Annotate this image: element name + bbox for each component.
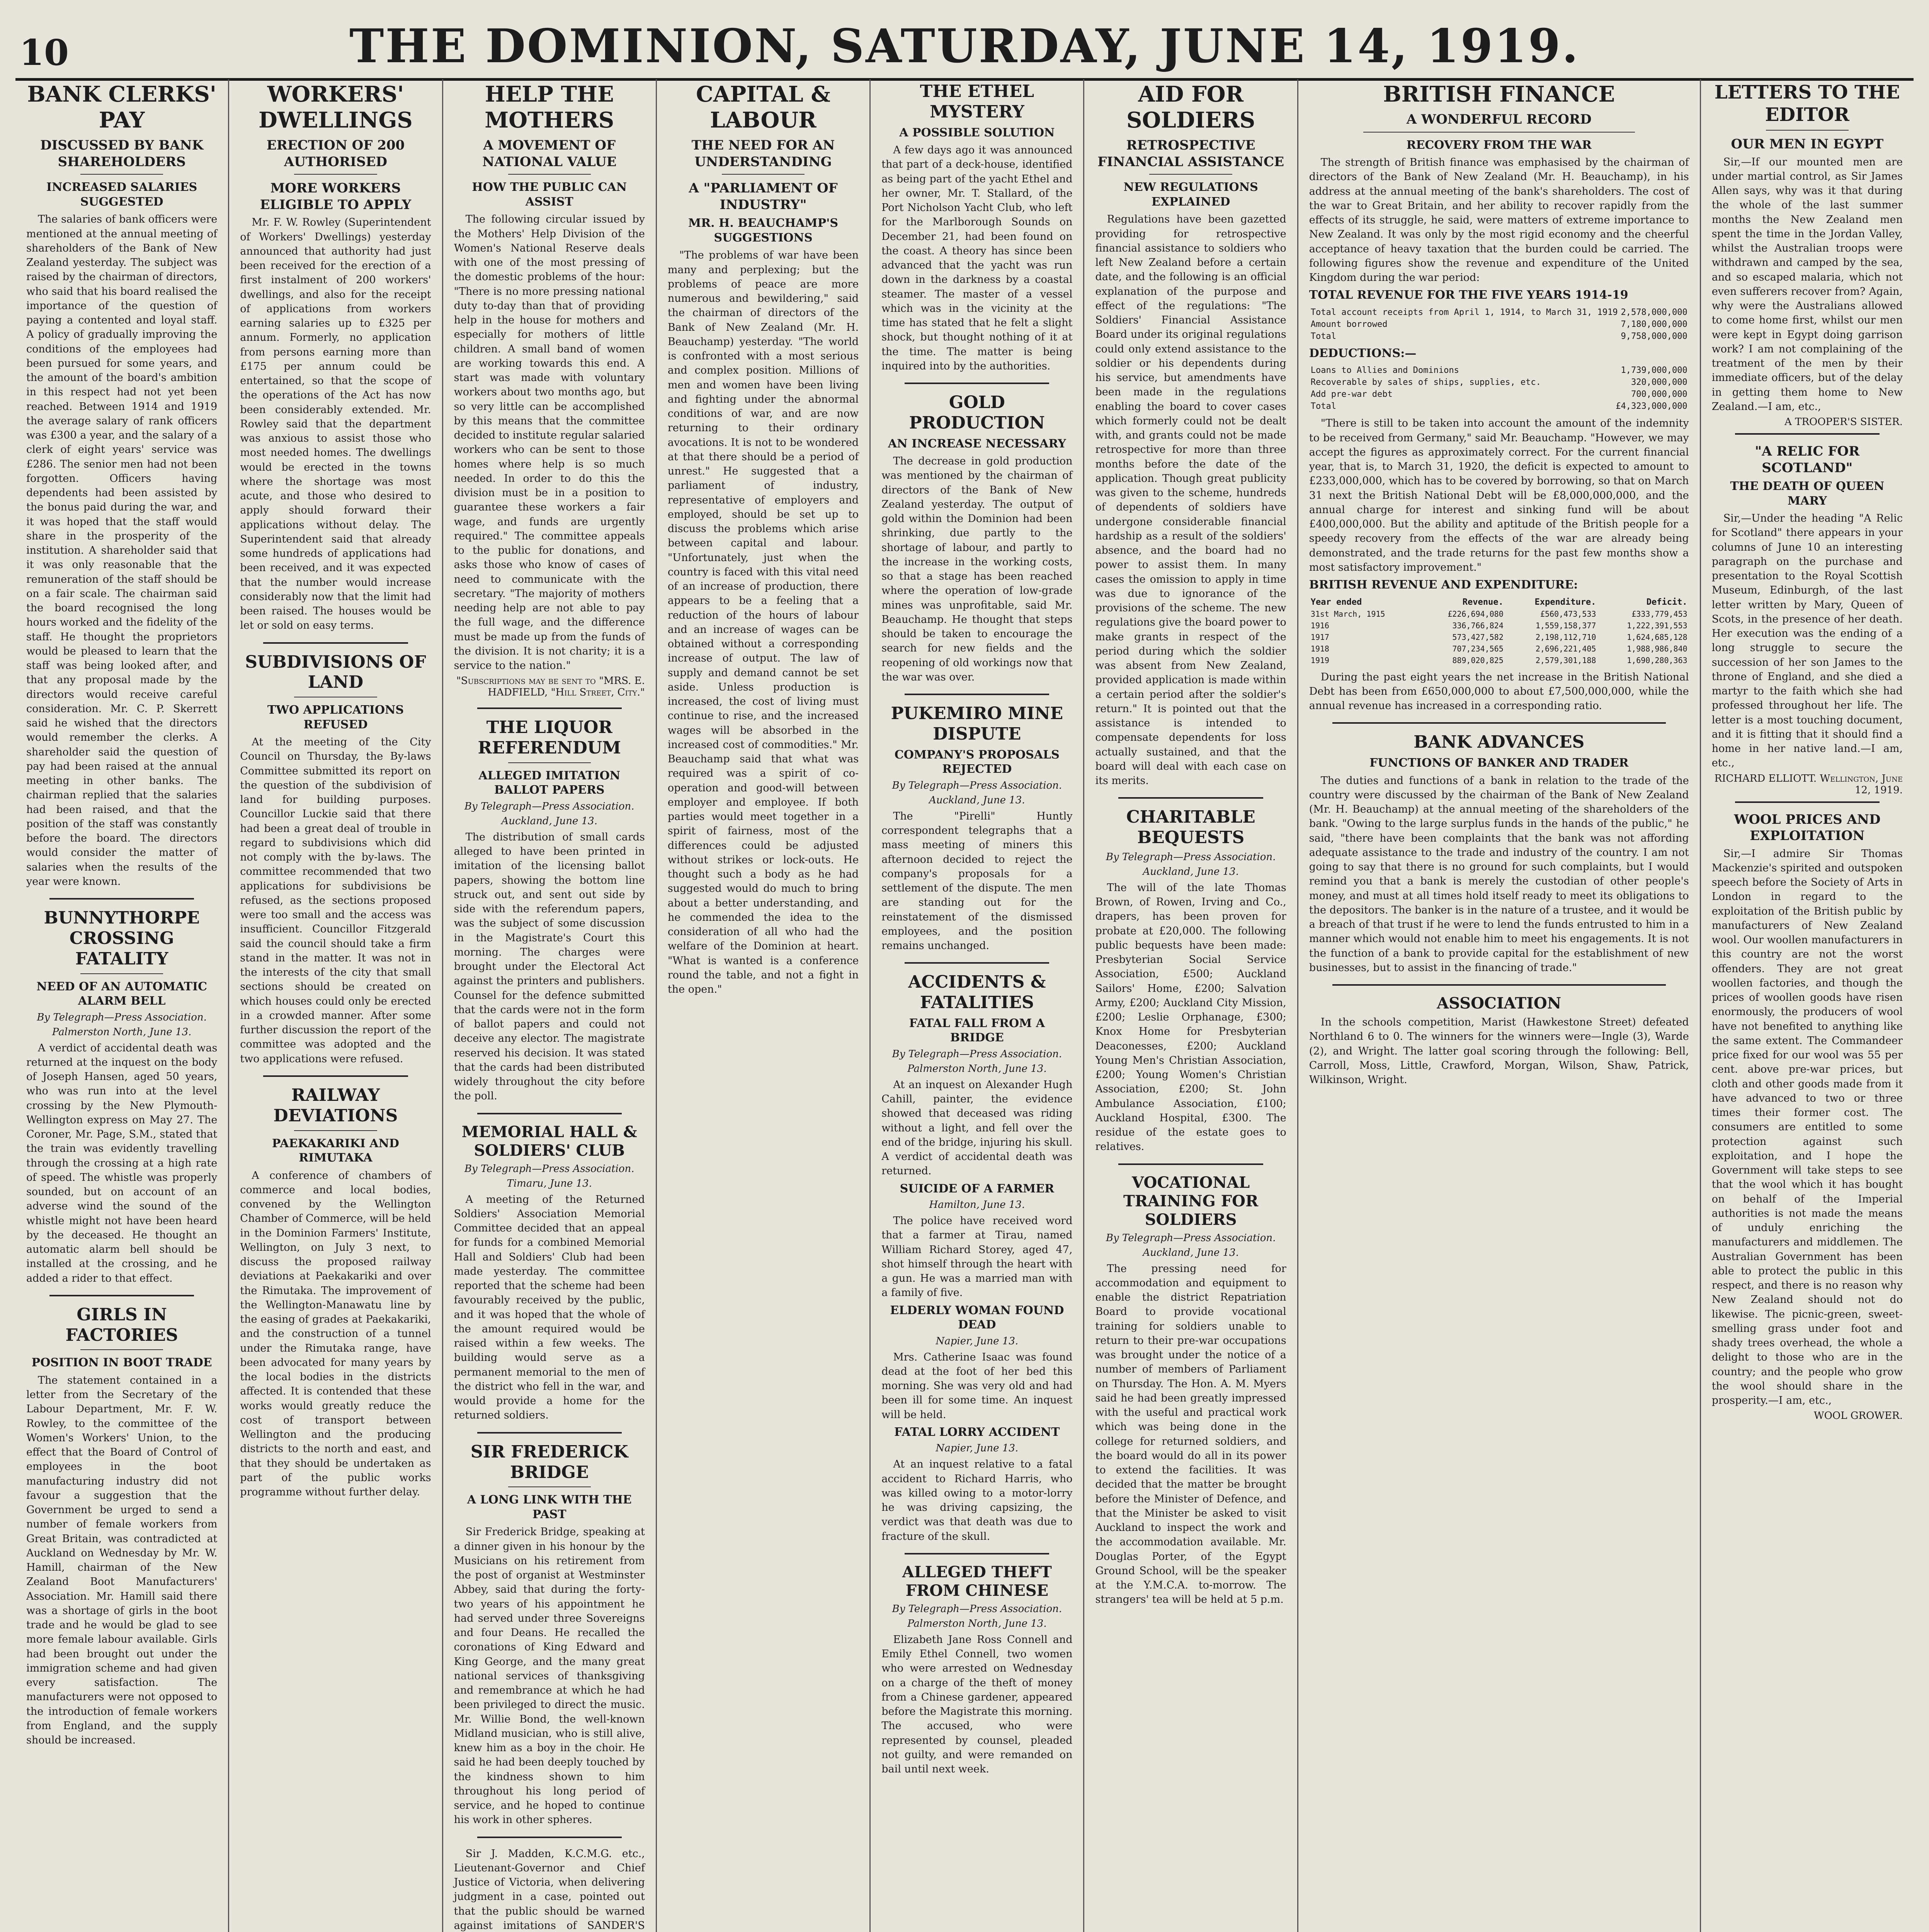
item-dateline: Hamilton, June 13.: [929, 1199, 1025, 1211]
divider: [905, 383, 1049, 384]
article-body: [26, 1373, 217, 1748]
article-headline: ALLEGED THEFT FROM CHINESE: [902, 1563, 1052, 1600]
article-deck: FUNCTIONS OF BANKER AND TRADER: [1369, 756, 1629, 770]
advertisement: [454, 1847, 645, 1932]
article-headline: GOLD PRODUCTION: [909, 393, 1045, 433]
article-bank-advances: [1309, 732, 1689, 975]
article-liquor-referendum: [454, 718, 645, 1103]
paragraph: Regulations have been gazetted providing for retrospective financial assistance to soldiers who left New Zealand before a certain date, and the following is an official explanation of the purpose and effect of the regulations: "The Soldiers' Financial Assistance Board under its original regulations could only extend assistance to the soldier or his dependents during his service, but amendments have been made in the regulations enabling the board to cover cases which formerly could not be dealt with, and grants could not be made retrospective for more than three months before the date of the application. Though great publicity was given to the scheme, hundreds of dependents of soldiers have undergone considerable financial hardship as a result of the soldiers' absence, and the board had no power to assist them. In many cases the omission to apply in time was due to ignorance of the provisions of the scheme. The new regulations give the board power to make grants in respect of the period during which the soldier was absent from New Zealand, provided application is made within a certain period after the soldier's return." It is pointed out that the assistance is intended to compensate dependents for loss actually sustained, and that the board will deal with each case on its merits.: [1095, 213, 1286, 787]
item-title: ELDERLY WOMAN FOUND DEAD: [890, 1303, 1064, 1332]
letter-title: OUR MEN IN EGYPT: [1731, 136, 1884, 152]
paragraph: A few days ago it was announced that part of a deck-house, identified as being part of the yacht Ethel and her owner, Mr. T. Stallard, of the Port Nicholson Yacht Club, who left for the Marlborough Sounds on December 21, had been found on the coast. A theory has since been advanced that the yacht was run down in the darkness by a coastal steamer. The master of a vessel which was in the vicinity at the time has stated that he felt a slight shock, but thought nothing of it at the time. The matter is being inquired into by the authorities.: [881, 144, 1073, 372]
article-headline: PUKEMIRO MINE DISPUTE: [891, 704, 1063, 744]
letter-body: [1712, 155, 1903, 414]
item-title: SUICIDE OF A FARMER: [900, 1182, 1055, 1196]
article-help-mothers: [454, 82, 645, 698]
article-signoff: "Subscriptions may be sent to "MRS. E. HADFIELD, "Hill Street, City.": [456, 675, 645, 699]
table-cell-label: Total: [1310, 331, 1337, 341]
article-association: [1309, 994, 1689, 1087]
article-headline: THE ETHEL MYSTERY: [920, 82, 1034, 122]
item-title: FATAL LORRY ACCIDENT: [894, 1425, 1060, 1439]
article-deck: NEW REGULATIONS EXPLAINED: [1123, 180, 1258, 209]
paragraph: Sir,—Under the heading "A Relic for Scotland" there appears in your columns of June 10 an interesting paragraph on the purchase and presentation to the Royal Scottish Museum, Edinburgh, of the last letter written by Mary, Queen of Scots, in the presence of her death. Her execution was the ending of a long struggle to secure the succession of her son James to the throne of England, and she died a martyr to the faith which she had professed throughout her life. The letter is a most touching document, and it is fitting that it should find a home in her native land.—I am, etc.,: [1711, 512, 1903, 769]
table-title: DEDUCTIONS:—: [1309, 346, 1417, 360]
article-byline: By Telegraph—Press Association.: [464, 800, 634, 812]
table-row: [1309, 364, 1689, 376]
article-deck: ALLEGED IMITATION BALLOT PAPERS: [478, 769, 621, 797]
divider: [263, 642, 408, 644]
item-dateline: Palmerston North, June 13.: [907, 1063, 1047, 1075]
divider: [1149, 174, 1232, 175]
article-body: [1095, 1262, 1286, 1607]
article-headline: CAPITAL & LABOUR: [696, 82, 830, 133]
article-frederick-bridge: [454, 1442, 645, 1827]
article-dateline: Palmerston North, June 13.: [52, 1026, 192, 1038]
table-cell: 336,766,824: [1452, 621, 1504, 630]
table-row: [1309, 620, 1689, 631]
advertisement-body: [454, 1847, 645, 1932]
divider: [1766, 130, 1849, 131]
table-cell: 1,988,986,840: [1627, 644, 1687, 653]
table-title: TOTAL REVENUE FOR THE FIVE YEARS 1914-19: [1309, 288, 1628, 302]
table-cell: £560,473,533: [1540, 609, 1596, 619]
table-header: Deficit.: [1646, 597, 1687, 607]
table-row: [1309, 655, 1689, 666]
paragraph: The salaries of bank officers were mentioned at the annual meeting of shareholders of the Bank of New Zealand yesterday. The subject was raised by the chairman of directors, who said that his board realised the importance of the question of paying a contented and loyal staff. A policy of gradually improving the conditions of the employees had been pursued for some years, and the amount of the board's ambition in this respect had not yet been reached. Between 1914 and 1919 the average salary of rank officers was £300 a year, and the salary of a clerk of eight years' service was £286. The senior men had not been forgotten. Officers having dependents had been assisted by the bonus paid during the war, and it was hoped that the staff would share in the prosperity of the institution. A shareholder said that it was only reasonable that the remuneration of the staff should be on a fair scale. The chairman said the board recognised the long hours worked and the fidelity of the staff. He thought the proprietors would be pleased to learn that the staff was being looked after, and that any proposal made by the directors would receive careful consideration. Mr. C. P. Skerrett said he wished that the directors would remember the clerks. A shareholder said the question of pay had been raised at the annual meeting in other banks. The chairman replied that the salaries had been raised, and that the position of the staff was constantly before the board. The directors would consider the matter of salaries when the results of the year were known.: [26, 213, 218, 888]
table-cell: 2,696,221,405: [1535, 644, 1596, 653]
article-dateline: Timaru, June 13.: [507, 1177, 592, 1189]
table-header-row: [1309, 596, 1689, 608]
article-body: [240, 215, 431, 633]
article-body: [240, 735, 431, 1066]
paragraph: The statement contained in a letter from the Secretary of the Labour Department, Mr. F. W. Rowley, to the committee of the Women's Workers' Union, to the effect that the Board of Control of employees in the boot manufacturing industry did not favour a suggestion that the Government be urged to send a number of female workers from Great Britain, was contradicted at Auckland on Wednesday by Mr. W. Hamill, chairman of the New Zealand Boot Manufacturers' Association. Mr. Hamill said there was a shortage of girls in the boot trade and he would be glad to see more female labour available. Girls had been brought out under the immigration scheme and had given every satisfaction. The manufacturers were not opposed to the introduction of female workers from England, and the supply should be increased.: [26, 1374, 218, 1747]
divider: [263, 1075, 408, 1077]
article-headline: ASSOCIATION: [1437, 994, 1562, 1013]
divider: [477, 1837, 622, 1838]
revenue-expenditure-table: [1309, 596, 1689, 666]
paragraph: Sir,—If our mounted men are under martial control, as Sir James Allen says, why was it that during the whole of the last summer months the New Zealand men spent the time in the Jordan Valley, whilst the Australian troops were withdrawn and camped by the sea, and so escaped malaria, which not even sufferers recover from? Again, why were the Australians allowed to come home first, whilst our men were kept in Egypt doing garrison work? I am not complaining of the treatment of the men by their immediate officers, but of the delay in getting them home to New Zealand.—I am, etc.,: [1711, 156, 1903, 413]
table-cell-label: Amount borrowed: [1310, 319, 1388, 329]
article-body: [881, 809, 1072, 953]
column-5: [871, 79, 1084, 1932]
article-ethel-mystery: [881, 82, 1072, 373]
divider: [1363, 132, 1635, 133]
letter-signoff: WOOL GROWER.: [1813, 1410, 1903, 1422]
paragraph: In the schools competition, Marist (Hawkestone Street) defeated Northland 6 to 0. The winners for the winners were—Ingle (3), Warde (2), and Wright. The latter goal scoring through the following: Bell, Carroll, Moss, Little, Crawford, Morgan, Wilson, Shaw, Patrick, Wilkinson, Wright.: [1309, 1016, 1689, 1086]
column-4: [657, 79, 871, 1932]
table-header: Year ended: [1310, 597, 1362, 607]
table-row: [1309, 631, 1689, 643]
table-header: Revenue.: [1462, 597, 1504, 607]
article-headline: BANK ADVANCES: [1414, 732, 1585, 752]
table-row: [1309, 400, 1689, 412]
article-headline: MEMORIAL HALL & SOLDIERS' CLUB: [461, 1122, 637, 1160]
article-headline: VOCATIONAL TRAINING FOR SOLDIERS: [1123, 1173, 1259, 1229]
accident-item: [881, 1182, 1072, 1300]
divider: [80, 1349, 163, 1350]
paragraph: At the meeting of the City Council on Thursday, the By-laws Committee submitted its report on the question of the subdivision of land for building purposes. Councillor Luckie said that there had been a great deal of trouble in regard to subdivisions which did not comply with the by-laws. The committee recommended that two applications for subdivisions be refused, as the sections proposed were too small and the access was insufficient. Councillor Fitzgerald said the council should take a firm stand in the matter. It was not in the interests of the city that small sections should be created on which houses could only be erected in a crowded manner. After some further discussion the report of the committee was adopted and the two applications were refused.: [240, 736, 431, 1065]
paragraph: Sir,—I admire Sir Thomas Mackenzie's spirited and outspoken speech before the Society of Arts in London in regard to the exploitation of the British public by manufacturers of New Zealand wool. Our woollen manufacturers in this country are not the worst offenders. They are not great woollen factories, and though the prices of woollen goods have risen enormously, the producers of wool have not benefited to anything like the same extent. The Commandeer price fixed for our wool was 55 per cent. above pre-war prices, but cloth and other goods made from it have advanced to two or three times their former cost. The consumers are entitled to some protection against such exploitation, and I hope the Government will take steps to see that the wool which it has bought on behalf of the Imperial authorities is not made the means of unduly enriching the manufacturers and middlemen. The Australian Government has been able to protect the public in this respect, and there is no reason why New Zealand should not do likewise. The picnic-green, sweet-smelling grass under foot and shady trees overhead, the whole a delight to those who are in the country; and the people who grow the wool should share in the prosperity.—I am, etc.,: [1711, 847, 1903, 1407]
divider: [1332, 984, 1666, 986]
table-cell: 1,690,280,363: [1627, 655, 1687, 665]
article-headline: GIRLS IN FACTORIES: [65, 1304, 178, 1345]
article-headline: SUBDIVISIONS OF LAND: [245, 652, 426, 692]
paragraph: At an inquest relative to a fatal accident to Richard Harris, who was killed owing to a motor-lorry he was driving capsizing, the verdict was that death was due to fracture of the skull.: [881, 1458, 1073, 1543]
article-headline: BANK CLERKS' PAY: [27, 82, 216, 133]
article-dateline: Palmerston North, June 13.: [907, 1617, 1047, 1629]
accident-item: [881, 1425, 1072, 1544]
divider: [508, 762, 591, 763]
divider: [80, 973, 163, 974]
paragraph: The strength of British finance was emphasised by the chairman of directors of the Bank of New Zealand (Mr. H. Beauchamp), in his address at the annual meeting of the bank's shareholders. The cost of the war to Great Britain, and her ability to recover rapidly from the effects of its struggle, he said, were matters of extreme importance to New Zealand. It was only by the most rigid economy and the cheerful acceptance of heavy taxation that the burden could be carried. The following figures show the revenue and expenditure of the United Kingdom during the war period:: [1309, 156, 1689, 284]
divider: [477, 1432, 622, 1434]
article-aid-soldiers: [1095, 82, 1286, 788]
divider: [1118, 797, 1263, 799]
article-capital-labour: [668, 82, 859, 997]
paragraph: Elizabeth Jane Ross Connell and Emily Ethel Connell, two women who were arrested on Wednesday on a charge of the theft of money from a Chinese gardener, appeared before the Magistrate this morning. The accused, who were represented by counsel, pleaded not guilty, and were remanded on bail until next week.: [881, 1633, 1073, 1776]
page-number: 10: [19, 32, 69, 73]
divider: [477, 707, 622, 709]
article-byline: By Telegraph—Press Association.: [464, 1163, 634, 1175]
article-body: [1309, 1015, 1689, 1087]
table-cell: 1918: [1310, 644, 1329, 653]
letter: [1712, 136, 1903, 428]
article-subhead: DISCUSSED BY BANK SHAREHOLDERS: [40, 138, 204, 170]
table-row: [1309, 330, 1689, 342]
letter-title: WOOL PRICES AND EXPLOITATION: [1734, 811, 1881, 844]
article-bank-clerks: [26, 82, 217, 889]
article-headline: AID FOR SOLDIERS: [1126, 82, 1255, 133]
table-cell: 1,559,158,377: [1535, 621, 1596, 630]
article-subhead: THE NEED FOR AN UNDERSTANDING: [691, 138, 835, 170]
article-workers-dwellings: [240, 82, 431, 633]
letters-section: [1712, 82, 1903, 1422]
article-byline: By Telegraph—Press Association.: [1106, 851, 1276, 863]
article-accidents: [881, 972, 1072, 1544]
deductions-table: [1309, 364, 1689, 412]
table-cell: 573,427,582: [1452, 632, 1504, 642]
column-7: [1298, 79, 1701, 1932]
article-body: [1095, 881, 1286, 1154]
paragraph: A verdict of accidental death was returned at the inquest on the body of Joseph Hansen, aged 50 years, who was run into at the level crossing by the New Plymouth-Wellington express on May 27. The Coroner, Mr. Page, S.M., stated that the train was evidently travelling through the crossing at a high rate of speed. The whistle was properly sounded, but on account of an adverse wind the sound of the whistle might not have been heard by the deceased. He thought an automatic alarm bell should be installed at the crossing, and he added a rider to that effect.: [26, 1042, 218, 1284]
paragraph: The will of the late Thomas Brown, of Rowen, Irving and Co., drapers, has been proven for probate at £20,000. The following public bequests have been made: Presbyterian Social Service Association, £500; Auckland Sailors' Home, £200; Salvation Army, £200; Auckland City Mission, £200; Leslie Orphanage, £300; Knox Home for Presbyterian Deaconesses, £200; Auckland Young Men's Christian Association, £200; Young Women's Christian Association, £200; St. John Ambulance Association, £100; Auckland Hospital, £300. The residue of the estate goes to relatives.: [1095, 881, 1286, 1153]
article-body: [454, 830, 645, 1104]
article-headline: BUNNYTHORPE CROSSING FATALITY: [44, 908, 200, 969]
divider: [905, 962, 1049, 964]
article-deck: PAEKAKARIKI AND RIMUTAKA: [272, 1136, 399, 1165]
table-header: Expenditure.: [1534, 597, 1596, 607]
article-deck: A "PARLIAMENT OF INDUSTRY": [689, 180, 838, 213]
article-subhead: RETROSPECTIVE FINANCIAL ASSISTANCE: [1097, 138, 1284, 170]
article-subhead: ERECTION OF 200 AUTHORISED: [266, 138, 405, 170]
table-cell: 1919: [1310, 655, 1329, 665]
article-subhead: A MOVEMENT OF NATIONAL VALUE: [482, 138, 617, 170]
table-cell: 889,020,825: [1452, 655, 1504, 665]
article-headline: ACCIDENTS & FATALITIES: [908, 972, 1046, 1013]
divider: [49, 898, 194, 900]
paragraph: The duties and functions of a bank in relation to the trade of the country were discussed by the chairman of the Bank of New Zealand (Mr. H. Beauchamp) at the annual meeting of the shareholders of the bank. "Owing to the large surplus funds in the hands of the public," he said, "there have been complaints that the bank was not affording adequate assistance to the trade and industry of the country. I am not going to say that there is no ground for such complaints, but I would remind you that a bank is merely the custodian of other people's money, and must at all times hold itself ready to meet its obligations to the depositors. The banker is in the nature of a trustee, and it would be a breach of that trust if he were to lend the funds entrusted to him in a manner which would not enable him to meet his engagements. It is not the function of a bank to provide capital for the establishment of new businesses, but to assist in the financing of trade.": [1309, 774, 1689, 974]
letter-body: [1712, 511, 1903, 770]
column-6: [1084, 79, 1298, 1932]
paragraph: The decrease in gold production was mentioned by the chairman of directors of the Bank of New Zealand yesterday. The output of gold within the Dominion had been shrinking, due partly to the shortage of labour, and partly to the increase in the working costs, so that a stage has been reached where the operation of low-grade mines was unprofitable, said Mr. Beauchamp. He thought that steps should be taken to encourage the search for new fields and the reopening of old workings now that the war was over.: [881, 455, 1073, 683]
article-dateline: Auckland, June 13.: [929, 794, 1025, 806]
table-row: [1309, 643, 1689, 655]
paragraph: During the past eight years the net increase in the British National Debt has been from £650,000,000 to about £7,500,000,000, while the annual revenue has increased in a corresponding ratio.: [1309, 671, 1689, 712]
paragraph: Mrs. Catherine Isaac was found dead at the foot of her bed this morning. She was very old and had been ill for some time. An inquest will be held.: [881, 1351, 1073, 1421]
table-cell-value: 7,180,000,000: [1621, 319, 1687, 329]
article-deck: COMPANY'S PROPOSALS REJECTED: [894, 748, 1060, 776]
accident-item: [881, 1016, 1072, 1179]
item-body: [881, 1078, 1072, 1179]
table-cell: 1,624,685,128: [1627, 632, 1687, 642]
divider: [1735, 433, 1880, 435]
newspaper-title: THE DOMINION, SATURDAY, JUNE 14, 1919.: [349, 19, 1580, 73]
article-body: [26, 1041, 217, 1286]
paragraph: "There is still to be taken into account the amount of the indemnity to be received from Germany," said Mr. Beauchamp. "However, we may accept the figures as approximately correct. For the current financial year, that is, to March 31, 1920, the deficit is expected to amount to £233,000,000, which has to be covered by borrowing, so that on March 31 next the British National Debt will be £8,000,000,000, and the annual charge for interest and sinking fund will be about £400,000,000. But the ability and aptitude of the British people for a speedy recovery from the effects of the war are already being demonstrated, and the trade returns for the past few months show a most satisfactory improvement.": [1309, 417, 1689, 573]
table-cell-value: 1,739,000,000: [1621, 366, 1687, 376]
article-deck: TWO APPLICATIONS REFUSED: [267, 703, 404, 731]
table-cell-label: Recoverable by sales of ships, supplies, etc.: [1310, 378, 1541, 388]
section-headline: LETTERS TO THE EDITOR: [1714, 82, 1900, 126]
column-8: [1701, 79, 1914, 1932]
divider: [80, 174, 163, 175]
paragraph: A meeting of the Returned Soldiers' Association Memorial Committee decided that an appeal for funds for a combined Memorial Hall and Soldiers' Club had been made yesterday. The committee reported that the scheme had been favourably received by the public, and it was hoped that the whole of the amount required would be raised within a few weeks. The building would serve as a permanent memorial to the men of the district who fell in the war, and would provide a home for the returned soldiers.: [454, 1193, 645, 1422]
table-row: [1309, 388, 1689, 400]
article-headline: THE LIQUOR REFERENDUM: [478, 718, 621, 758]
article-headline: BRITISH FINANCE: [1383, 82, 1615, 107]
paragraph: The pressing need for accommodation and equipment to enable the district Repatriation Board to provide vocational training for soldiers unable to return to their pre-war occupations was brought under the notice of a number of members of Parliament on Thursday. The Hon. A. M. Myers said he had been greatly impressed with the useful and practical work which was being done in the college for returned soldiers, and the board would do all in its power to extend the facilities. It was decided that the matter be brought before the Minister of Defence, and that the Minister be asked to visit Auckland to inspect the work and the accommodation available. Mr. Douglas Porter, of the Egypt Ground School, will be the speaker at the Y.M.C.A. to-morrow. The strangers' tea will be held at 5 p.m.: [1095, 1262, 1286, 1606]
table-cell-value: 320,000,000: [1631, 378, 1687, 388]
column-1: [15, 79, 229, 1932]
article-dateline: Auckland, June 13.: [1143, 866, 1239, 878]
item-dateline: Napier, June 13.: [936, 1335, 1019, 1347]
article-byline: By Telegraph—Press Association.: [37, 1011, 207, 1023]
article-deck: INCREASED SALARIES SUGGESTED: [46, 180, 197, 209]
article-gold-production: [881, 393, 1072, 684]
item-body: [881, 1350, 1072, 1422]
article-deck: HOW THE PUBLIC CAN ASSIST: [472, 180, 627, 209]
paragraph: Sir Frederick Bridge, speaking at a dinner given in his honour by the Musicians on his retirement from the post of organist at Westminster Abbey, said that during the forty-two years of his appointment he had served under three Sovereigns and four Deans. He recalled the coronations of King Edward and King George, and the many great national services of thanksgiving and remembrance at which he had been privileged to direct the music. Mr. Willie Bond, the well-known Midland musician, who is still alive, knew him as a boy in the choir. He said he had been deeply touched by the kindness shown to him throughout his long period of service, and he hoped to continue his work in other spheres.: [454, 1526, 645, 1826]
divider: [508, 1486, 591, 1487]
divider: [722, 174, 805, 175]
article-byline: By Telegraph—Press Association.: [1106, 1232, 1276, 1244]
table-row: [1309, 376, 1689, 388]
table-row: [1309, 608, 1689, 620]
table-cell-value: 2,578,000,000: [1621, 307, 1687, 317]
item-body: [881, 1457, 1072, 1544]
article-body: [240, 1168, 431, 1500]
item-body: [881, 1214, 1072, 1300]
article-dateline: Auckland, June 13.: [501, 815, 597, 827]
table-row: [1309, 306, 1689, 318]
article-body-3: [1309, 670, 1689, 713]
paragraph: The "Pirelli" Huntly correspondent telegraphs that a mass meeting of miners this afternoon decided to reject the company's proposals for a settlement of the dispute. The men are standing out for the reinstatement of the dismissed employees, and the position remains unchanged.: [881, 810, 1073, 952]
article-body-2: [1309, 416, 1689, 575]
article-body: [1309, 774, 1689, 975]
article-subhead: A WONDERFUL RECORD: [1406, 112, 1592, 128]
article-body: [1095, 212, 1286, 788]
table-cell: 707,234,565: [1452, 644, 1504, 653]
article-body: [668, 248, 859, 997]
masthead: [15, 15, 1914, 81]
table-cell: 1,222,391,553: [1627, 621, 1687, 630]
article-deck: MORE WORKERS ELIGIBLE TO APPLY: [260, 180, 412, 213]
article-deck: RECOVERY FROM THE WAR: [1406, 138, 1592, 152]
divider: [1118, 1163, 1263, 1165]
paragraph: The following circular issued by the Mothers' Help Division of the Women's National Reserve deals with one of the most pressing of the domestic problems of the hour: "There is no more pressing national duty to-day than that of providing help in the house for mothers and especially for mothers of little children. A small band of women are working towards this end. A start was made with voluntary workers about two months ago, but so very little can be accomplished by this means that the committee decided to institute regular salaried workers who can be sent to those homes where help is so much needed. In order to do this the division must be in a position to guarantee these workers a fair wage, and funds are urgently required." The committee appeals to the public for donations, and asks those who know of cases of need to communicate with the secretary. "The majority of mothers needing help are not able to pay the full wage, and the difference must be made up from the funds of the division. It is not charity; it is a service to the nation.": [454, 213, 645, 672]
table-cell-label: Add pre-war debt: [1310, 389, 1393, 400]
article-body: [881, 454, 1072, 684]
divider: [477, 1113, 622, 1114]
article-body: [881, 143, 1072, 373]
divider: [49, 1295, 194, 1296]
columns: [15, 79, 1914, 1932]
revenue-table: [1309, 306, 1689, 342]
table-cell-label: Total: [1310, 401, 1337, 412]
letter-body: [1712, 847, 1903, 1408]
table-title: BRITISH REVENUE AND EXPENDITURE:: [1309, 578, 1578, 592]
article-body: [454, 1192, 645, 1423]
article-headline: HELP THE MOTHERS: [485, 82, 614, 133]
table-cell: £226,694,080: [1448, 609, 1504, 619]
article-deck: NEED OF AN AUTOMATIC ALARM BELL: [36, 980, 207, 1008]
table-cell: 2,579,301,188: [1535, 655, 1596, 665]
paragraph: Mr. F. W. Rowley (Superintendent of Workers' Dwellings) yesterday announced that authority had just been received for the erection of a first instalment of 200 workers' dwellings, and also for the receipt of applications from workers earning salaries up to £325 per annum. Formerly, no application from persons earning more than £175 per annum could be entertained, so that the scope of the operations of the Act has now been considerably extended. Mr. Rowley said that the department was anxious to assist those who most needed homes. The dwellings would be erected in the towns where the shortage was most acute, and those who desired to apply should forward their applications without delay. The Superintendent said that already some hundreds of applications had been received, and it was expected that the number would increase considerably now that the limit had been raised. The houses would be let or sold on easy terms.: [240, 216, 431, 632]
article-byline: By Telegraph—Press Association.: [892, 779, 1062, 791]
table-cell: 2,198,112,710: [1535, 632, 1596, 642]
article-body: [26, 212, 217, 889]
article-theft-chinese: [881, 1563, 1072, 1777]
article-girls-factories: [26, 1305, 217, 1748]
table-cell-value: 700,000,000: [1631, 389, 1687, 400]
article-deck: AN INCREASE NECESSARY: [888, 437, 1066, 451]
divider: [905, 1553, 1049, 1554]
article-body: [1309, 155, 1689, 285]
table-cell-value: £4,323,000,000: [1616, 401, 1687, 412]
letter-signoff: RICHARD ELLIOTT. Wellington, June 12, 1919.: [1714, 772, 1903, 796]
paragraph: "The problems of war have been many and perplexing; but the problems of peace are more numerous and bewildering," said the chairman of directors of the Bank of New Zealand (Mr. H. Beauchamp) yesterday. "The world is confronted with a most serious and complex position. Millions of men and women have been living and fighting under the abnormal conditions of war, and are now returning to their ordinary avocations. It is not to be wondered at that there should be a period of unrest." He suggested that a parliament of industry, representative of employers and employed, should be set up to discuss the problems which arise between capital and labour. "Unfortunately, just when the country is faced with this vital need of an increase of production, there appears to be a feeling that a reduction of the hours of labour and an increase of wages can be obtained without a corresponding increase of output. The law of supply and demand cannot be set aside. Unless production is increased, the cost of living must continue to rise, and the increased wages will be absorbed in the increased cost of commodities." Mr. Beauchamp said that what was required was a spirit of co-operation and good-will between employer and employee. If both parties would meet together in a spirit of fairness, most of the differences could be adjusted without strikes or lock-outs. He thought such a body as he had suggested would do much to bring about a better understanding, and he commended the idea to the consideration of all who had the welfare of the Dominion at heart. "What is wanted is a conference round the table, and not a fight in the open.": [667, 249, 859, 996]
article-byline: By Telegraph—Press Association.: [892, 1603, 1062, 1615]
paragraph: The police have received word that a farmer at Tirau, named William Richard Storey, aged 47, shot himself through the heart with a gun. He was a married man with a family of five.: [881, 1215, 1073, 1299]
paragraph: A conference of chambers of commerce and local bodies, convened by the Wellington Chamber of Commerce, will be held in the Dominion Farmers' Institute, Wellington, on July 3 next, to discuss the proposed railway deviations at Paekakariki and over the Rimutaka. The improvement of the Wellington-Manawatu line by the easing of grades at Paekakariki, and the construction of a tunnel under the Rimutaka range, have been advocated for many years by the local bodies in the districts affected. It is contended that these works would greatly reduce the cost of transport between Wellington and the producing districts to the north and east, and that they should be undertaken as part of the public works programme without further delay.: [240, 1169, 431, 1498]
article-deck: A LONG LINK WITH THE PAST: [467, 1493, 632, 1521]
table-cell: 1916: [1310, 621, 1329, 630]
divider: [1332, 722, 1666, 724]
article-deck-2: MR. H. BEAUCHAMP'S SUGGESTIONS: [688, 216, 839, 245]
article-headline: RAILWAY DEVIATIONS: [273, 1085, 398, 1126]
article-pukemiro: [881, 704, 1072, 953]
article-railway-deviations: [240, 1085, 431, 1499]
column-3: [443, 79, 657, 1932]
table-row: [1309, 318, 1689, 330]
table-cell-label: Loans to Allies and Dominions: [1310, 366, 1459, 376]
divider: [294, 174, 377, 175]
letter: [1712, 811, 1903, 1422]
item-title: FATAL FALL FROM A BRIDGE: [909, 1016, 1045, 1045]
article-dateline: Auckland, June 13.: [1143, 1247, 1239, 1259]
table-cell: £333,779,453: [1631, 609, 1687, 619]
letter-title: "A RELIC FOR SCOTLAND": [1755, 444, 1860, 476]
article-body: [454, 1525, 645, 1827]
paragraph: At an inquest on Alexander Hugh Cahill, painter, the evidence showed that deceased was riding without a light, and fell over the end of the bridge, injuring his skull. A verdict of accidental death was returned.: [881, 1078, 1073, 1177]
divider: [1735, 801, 1880, 803]
article-bunnythorpe: [26, 908, 217, 1286]
article-charitable-bequests: [1095, 807, 1286, 1154]
divider: [508, 174, 591, 175]
item-byline: By Telegraph—Press Association.: [892, 1048, 1062, 1060]
table-cell: 1917: [1310, 632, 1329, 642]
table-cell-label: Total account receipts from April 1, 1914, to March 31, 1919: [1310, 307, 1618, 317]
accident-item: [881, 1303, 1072, 1422]
letter: [1712, 443, 1903, 796]
article-subdivisions: [240, 652, 431, 1066]
paragraph: Sir J. Madden, K.C.M.G. etc., Lieutenant-Governor and Chief Justice of Victoria, when delivering judgment in a case, pointed out that the public should be warned against imitations of SANDER'S: [454, 1847, 645, 1932]
article-body: [881, 1633, 1072, 1777]
divider: [294, 1130, 377, 1131]
article-vocational-training: [1095, 1173, 1286, 1607]
article-headline: CHARITABLE BEQUESTS: [1126, 807, 1255, 848]
column-2: [229, 79, 443, 1932]
letter-signoff: A TROOPER'S SISTER.: [1784, 416, 1903, 428]
article-deck: POSITION IN BOOT TRADE: [31, 1356, 212, 1370]
article-headline: SIR FREDERICK BRIDGE: [470, 1442, 628, 1482]
article-memorial-hall: [454, 1123, 645, 1423]
paragraph: The distribution of small cards alleged to have been printed in imitation of the licensing ballot papers, showing the bottom line struck out, and sent out side by side with the referendum papers, was the subject of some discussion in the Magistrate's Court this morning. The charges were brought under the Electoral Act against the printers and publishers. Counsel for the defence submitted that the cards were not in the form of ballot papers and could not deceive any elector. The magistrate reserved his decision. It was stated that the cards had been distributed widely throughout the city before the poll.: [454, 831, 645, 1102]
table-cell-value: 9,758,000,000: [1621, 331, 1687, 341]
item-dateline: Napier, June 13.: [936, 1442, 1019, 1454]
article-headline: WORKERS' DWELLINGS: [259, 82, 413, 133]
table-cell: 31st March, 1915: [1310, 609, 1385, 619]
article-british-finance: [1309, 82, 1689, 713]
article-body: [454, 212, 645, 673]
divider: [905, 694, 1049, 695]
letter-deck: THE DEATH OF QUEEN MARY: [1730, 480, 1885, 508]
article-deck: A POSSIBLE SOLUTION: [899, 126, 1055, 139]
